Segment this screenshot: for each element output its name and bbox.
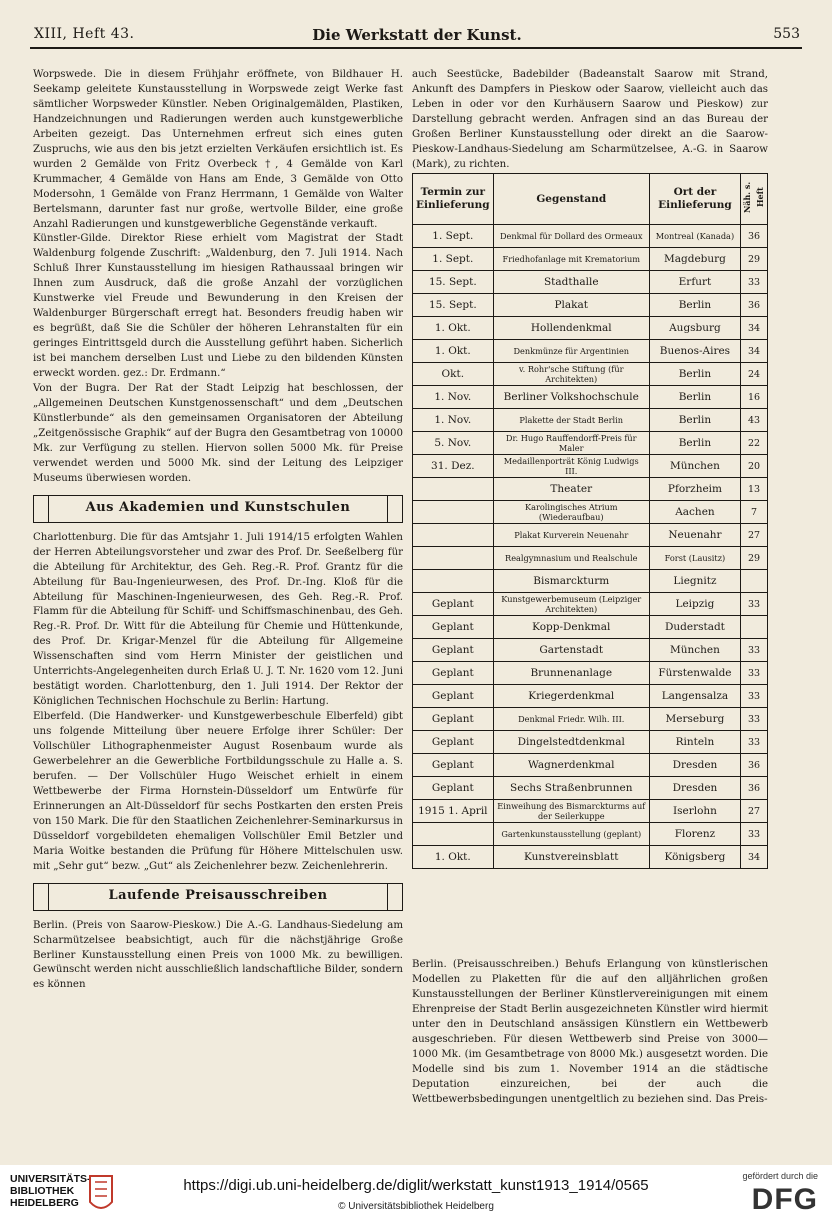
cell-termin: 1. Nov. [413, 409, 494, 432]
cell-termin: Geplant [413, 662, 494, 685]
section-heading-preisausschreiben [33, 883, 403, 911]
table-row [413, 754, 768, 777]
article-kuenstler-gilde: Künstler-Gilde. Direktor Riese erhielt vom Magistrat der Stadt Waldenburg folgende Zuschrift: „Waldenburg, den 7. Juli 1914. Nach Schluß Ihrer Kunstausstellung im hiesigen Rathaussaal bringen wir Ihnen zum Ausdruck, daß die große Anzahl der vorzüglichen Kunstwerke viel Freude und Bewunderung in den Kreisen der Waldenburger Bürgerschaft erregt hat. Besonders freudig haben wir es begrüßt, daß Sie die Schüler der höheren Lehranstalten für ein geringes Eintrittsgeld durch die Ausstellung geführt haben. Sicherlich ist bei manchem derselben Lust und Liebe zu den bildenden Künsten erweckt worden. gez.: Dr. Erdmann.“ [33, 233, 403, 380]
article-charlottenburg: Charlottenburg. Die für das Amtsjahr 1. Juli 1914/15 erfolgten Wahlen der Herren Abteilungsvorsteher und zwar des Prof. Dr. Seeßelberg für die Abteilung für Architektur, des Geh. Reg.-R. Prof. Grantz für die Abteilung für Bau-Ingenieurwesen, des Prof. Dr.-Ing. Kloß für die Abteilung für Maschinen-Ingenieurwesen, des Geh. Reg.-R. Prof. Flamm für die Abteilung für Schiff- und Schiffsmaschinenbau, des Geh. Reg.-R. Prof. Dr. Witt für die Abteilung für Chemie und Hüttenkunde, des Prof. Dr. Krigar-Menzel für die Abteilung für Allgemeine Wissenschaften sind vom Herrn Minister der geistlichen und Unterrichts-Angelegenheiten durch Erlaß U. J. T. Nr. 1620 vom 12. Juni bestätigt worden. Charlottenburg, den 1. Juli 1914. Der Rektor der Königlichen Technischen Hochschule zu Berlin: Hartung. [33, 531, 403, 708]
cell-ort: Magdeburg [649, 248, 740, 271]
table-row [413, 524, 768, 547]
cell-gegenstand: Denkmal Friedr. Wilh. III. [493, 708, 649, 731]
table-row [413, 271, 768, 294]
cell-ort: Berlin [649, 432, 740, 455]
cell-ort: Liegnitz [649, 570, 740, 593]
cell-ort: Merseburg [649, 708, 740, 731]
cell-termin: Geplant [413, 708, 494, 731]
table-row [413, 432, 768, 455]
header-ort: Ort der Einlieferung [649, 174, 740, 225]
section-heading-text: Aus Akademien und Kunstschulen [85, 499, 351, 515]
heading-bar-right [387, 884, 403, 910]
cell-ort: Aachen [649, 501, 740, 524]
cell-ort: Langensalza [649, 685, 740, 708]
table-row [413, 846, 768, 869]
cell-termin: 31. Dez. [413, 455, 494, 478]
cell-termin: 5. Nov. [413, 432, 494, 455]
cell-termin: Geplant [413, 754, 494, 777]
table-row [413, 616, 768, 639]
cell-termin: 1. Nov. [413, 386, 494, 409]
institution-name: UNIVERSITÄTS- BIBLIOTHEK HEIDELBERG [10, 1173, 91, 1209]
cell-heft: 36 [740, 777, 767, 800]
left-column [33, 68, 403, 993]
running-header [34, 20, 800, 50]
cell-heft [740, 570, 767, 593]
cell-ort: Dresden [649, 777, 740, 800]
article-elberfeld: Elberfeld. (Die Handwerker- und Kunstgewerbeschule Elberfeld) gibt uns folgende Mitteilung über neuere Erfolge ihrer Schüler: Der Vollschüler Lithographenmeister August Rosenbaum wurde als Gewerbelehrer an die Gewerbliche Fortbildungsschule zu Halle a. S. berufen. — Der Vollschüler Hugo Weischet erhielt in einem Wettbewerbe der Firma Hornstein-Düsseldorf um Entwürfe für Erinnerungen an Alt-Düsseldorf für sechs Postkarten den ersten Preis von 150 Mark. Die für den Staatlichen Zeichenlehrer-Seminarkursus in Düsseldorf vorgebildeten ehemaligen Vollschüler Emil Betzler und Maria Woitke bestanden die Prüfung für Höhere Mittelschulen usw. mit „Sehr gut“ bezw. „Gut“ als Zeichenlehrer bezw. Zeichenlehrerin. [33, 711, 403, 872]
cell-gegenstand: Stadthalle [493, 271, 649, 294]
cell-gegenstand: Denkmünze für Argentinien [493, 340, 649, 363]
cell-ort: Buenos-Aires [649, 340, 740, 363]
cell-termin [413, 478, 494, 501]
table-row [413, 225, 768, 248]
table-row [413, 317, 768, 340]
header-heft-text: Näh. s. Heft [741, 181, 765, 213]
section-heading-akademien [33, 495, 403, 523]
cell-gegenstand: Berliner Volkshochschule [493, 386, 649, 409]
cell-termin: 15. Sept. [413, 294, 494, 317]
cell-gegenstand: Kunstvereinsblatt [493, 846, 649, 869]
cell-termin: 1915 1. April [413, 800, 494, 823]
cell-gegenstand: Plakat Kurverein Neuenahr [493, 524, 649, 547]
cell-termin: 1. Sept. [413, 248, 494, 271]
cell-gegenstand: Karolingisches Atrium (Wiederaufbau) [493, 501, 649, 524]
cell-termin: Geplant [413, 685, 494, 708]
copyright-text: © Universitätsbibliothek Heidelberg [338, 1201, 494, 1212]
cell-heft: 29 [740, 547, 767, 570]
cell-gegenstand: Denkmal für Dollard des Ormeaux [493, 225, 649, 248]
cell-heft: 33 [740, 708, 767, 731]
cell-ort: Dresden [649, 754, 740, 777]
cell-ort: Berlin [649, 363, 740, 386]
cell-termin [413, 501, 494, 524]
cell-heft: 20 [740, 455, 767, 478]
right-column-top [412, 68, 768, 173]
table-row [413, 662, 768, 685]
cell-termin [413, 524, 494, 547]
cell-heft: 24 [740, 363, 767, 386]
cell-gegenstand: Gartenkunstausstellung (geplant) [493, 823, 649, 846]
article-berlin-preisausschreiben: Berlin. (Preisausschreiben.) Behufs Erlangung von künstlerischen Modellen zu Plaketten für die auf den alljährlichen großen Kunstausstellungen der Berliner Künstlervereinigungen mit einem Ehrenpreise der Stadt Berlin ausgezeichneten Künstler wird hiermit unter den in Deutschland ansässigen Künstlern ein Wettbewerb ausgeschrieben. Für diesen Wettbewerb sind Preise von 3000—1000 Mk. (im Gesamtbetrage von 8000 Mk.) ausgesetzt worden. Die Modelle sind bis zum 1. November 1914 an die städtische Deputation einzureichen, bei der auch die Wettbewerbsbedingungen unentgeltlich zu beziehen sind. Das Preis- [412, 959, 768, 1105]
table-row [413, 248, 768, 271]
cell-heft: 27 [740, 524, 767, 547]
table-row [413, 340, 768, 363]
cell-termin: Geplant [413, 731, 494, 754]
table-row [413, 570, 768, 593]
cell-ort: Fürstenwalde [649, 662, 740, 685]
table-row [413, 501, 768, 524]
article-worpswede: Worpswede. Die in diesem Frühjahr eröffnete, von Bildhauer H. Seekamp geleitete Kunstausstellung in Worpswede zeigt Werke fast sämtlicher Worpsweder Künstler. Neben Originalgemälden, Plastiken, Handzeichnungen und Radierungen werden auch kunstgewerbliche Arbeiten gezeigt. Das Unternehmen erfreut sich eines guten Zuspruchs, wie aus den bis jetzt erzielten Verkäufen ersichtlich ist. Es wurden 2 Gemälde von Fritz Overbeck †, 4 Gemälde von Karl Krummacher, 4 Gemälde von Hans am Ende, 3 Gemälde von Otto Modersohn, 1 Gemälde von Franz Herrmann, 1 Gemälde von Walter Bertelsmann, darunter fast nur große, wertvolle Bilder, eine große Anzahl Radierungen und kunstgewerbliche Gegenstände verkauft. [33, 69, 403, 230]
header-heft [740, 174, 767, 225]
table-row [413, 731, 768, 754]
cell-ort: Rinteln [649, 731, 740, 754]
header-rule [30, 47, 802, 49]
table-row [413, 593, 768, 616]
article-berlin-saarow: Berlin. (Preis von Saarow-Pieskow.) Die A.-G. Landhaus-Siedelung am Scharmützelsee beabsichtigt, auch für die nächstjährige Große Berliner Kunstausstellung einen Preis von 1000 Mk. zu bewilligen. Gewünscht werden nicht ausschließlich landschaftliche Bilder, sondern es können [33, 919, 403, 991]
cell-gegenstand: Friedhofanlage mit Krematorium [493, 248, 649, 271]
cell-gegenstand: Plakat [493, 294, 649, 317]
table-row [413, 478, 768, 501]
table-row [413, 777, 768, 800]
cell-heft: 33 [740, 662, 767, 685]
cell-gegenstand: Kriegerdenkmal [493, 685, 649, 708]
table-row [413, 409, 768, 432]
cell-termin [413, 823, 494, 846]
right-column-bottom [412, 958, 768, 1108]
cell-termin: Geplant [413, 593, 494, 616]
cell-gegenstand: Wagnerdenkmal [493, 754, 649, 777]
cell-gegenstand: v. Rohr'sche Stiftung (für Architekten) [493, 363, 649, 386]
cell-termin: Okt. [413, 363, 494, 386]
competitions-table [412, 173, 768, 869]
table-row [413, 823, 768, 846]
cell-gegenstand: Einweihung des Bismarckturms auf der Seilerkuppe [493, 800, 649, 823]
cell-gegenstand: Theater [493, 478, 649, 501]
cell-gegenstand: Plakette der Stadt Berlin [493, 409, 649, 432]
table-row [413, 294, 768, 317]
cell-ort: Forst (Lausitz) [649, 547, 740, 570]
cell-heft [740, 616, 767, 639]
cell-gegenstand: Realgymnasium und Realschule [493, 547, 649, 570]
cell-gegenstand: Brunnenanlage [493, 662, 649, 685]
cell-termin: 1. Okt. [413, 846, 494, 869]
cell-termin: Geplant [413, 616, 494, 639]
dfg-logo[interactable]: DFG [751, 1183, 818, 1216]
cell-ort: Florenz [649, 823, 740, 846]
cell-ort: Neuenahr [649, 524, 740, 547]
cell-gegenstand: Dingelstedtdenkmal [493, 731, 649, 754]
cell-gegenstand: Sechs Straßenbrunnen [493, 777, 649, 800]
cell-gegenstand: Gartenstadt [493, 639, 649, 662]
cell-heft: 27 [740, 800, 767, 823]
cell-termin: Geplant [413, 639, 494, 662]
header-termin: Termin zur Einlieferung [413, 174, 494, 225]
cell-termin: 1. Okt. [413, 340, 494, 363]
header-gegenstand: Gegenstand [493, 174, 649, 225]
cell-ort: Augsburg [649, 317, 740, 340]
article-berlin-saarow-continued: auch Seestücke, Badebilder (Badeanstalt Saarow mit Strand, Ankunft des Dampfers in Pieskow oder Saarow, vielleicht auch das Leben in oder vor den Kurhäusern Saarow und Pieskow) zur Darstellung gebracht werden. Anfragen sind an das Bureau der Großen Berliner Kunstausstellung oder direkt an die Saarow-Pieskow-Landhaus-Siedelung am Scharmützelsee, A.-G. in Saarow (Mark), zu richten. [412, 69, 768, 170]
cell-gegenstand: Kopp-Denkmal [493, 616, 649, 639]
cell-heft: 33 [740, 593, 767, 616]
cell-gegenstand: Bismarckturm [493, 570, 649, 593]
table-row [413, 363, 768, 386]
cell-ort: München [649, 639, 740, 662]
article-bugra: Von der Bugra. Der Rat der Stadt Leipzig hat beschlossen, der „Allgemeinen Deutschen Kunstgenossenschaft“ und dem „Deutschen Künstlerbunde“ als den gemeinsamen Organisatoren der Abteilung „Zeitgenössische Graphik“ auf der Bugra den Gesamtbetrag von 10000 Mk. zur Verfügung zu stellen. Hiervon sollen 5000 Mk. für Preise verwendet werden und 5000 Mk. sind der Leitung des Leipziger Museums überwiesen worden. [33, 383, 403, 484]
cell-ort: Duderstadt [649, 616, 740, 639]
cell-ort: Leipzig [649, 593, 740, 616]
cell-heft: 36 [740, 225, 767, 248]
cell-ort: Montreal (Kanada) [649, 225, 740, 248]
cell-gegenstand: Hollendenkmal [493, 317, 649, 340]
cell-heft: 33 [740, 823, 767, 846]
cell-heft: 33 [740, 271, 767, 294]
table-row [413, 708, 768, 731]
cell-heft: 7 [740, 501, 767, 524]
cell-ort: Berlin [649, 386, 740, 409]
table-row [413, 455, 768, 478]
cell-ort: Königsberg [649, 846, 740, 869]
cell-termin [413, 570, 494, 593]
table-row [413, 386, 768, 409]
cell-ort: Berlin [649, 294, 740, 317]
cell-gegenstand: Dr. Hugo Rauffendorff-Preis für Maler [493, 432, 649, 455]
table-row [413, 639, 768, 662]
cell-ort: Pforzheim [649, 478, 740, 501]
table-row [413, 547, 768, 570]
cell-heft: 22 [740, 432, 767, 455]
section-heading-text: Laufende Preisausschreiben [108, 887, 328, 903]
cell-termin: 1. Sept. [413, 225, 494, 248]
viewer-footer [0, 1165, 832, 1227]
cell-heft: 16 [740, 386, 767, 409]
cell-ort: München [649, 455, 740, 478]
table-body [413, 225, 768, 869]
table-row [413, 685, 768, 708]
cell-termin: Geplant [413, 777, 494, 800]
cell-heft: 36 [740, 754, 767, 777]
cell-termin: 1. Okt. [413, 317, 494, 340]
cell-ort: Erfurt [649, 271, 740, 294]
copyright-line [0, 1201, 832, 1212]
cell-heft: 34 [740, 317, 767, 340]
header-page-number: 553 [773, 26, 800, 42]
cell-gegenstand: Medaillenporträt König Ludwigs III. [493, 455, 649, 478]
cell-heft: 29 [740, 248, 767, 271]
funding-caption: gefördert durch die [742, 1171, 818, 1181]
cell-ort: Berlin [649, 409, 740, 432]
cell-heft: 34 [740, 340, 767, 363]
cell-heft: 33 [740, 639, 767, 662]
cell-heft: 34 [740, 846, 767, 869]
cell-gegenstand: Kunstgewerbemuseum (Leipziger Architekten) [493, 593, 649, 616]
permalink-url[interactable]: https://digi.ub.uni-heidelberg.de/diglit/werkstatt_kunst1913_1914/0565 [183, 1177, 649, 1194]
cell-ort: Iserlohn [649, 800, 740, 823]
cell-heft: 33 [740, 731, 767, 754]
table-header-row [413, 174, 768, 225]
cell-termin [413, 547, 494, 570]
cell-termin: 15. Sept. [413, 271, 494, 294]
cell-heft: 13 [740, 478, 767, 501]
header-title: Die Werkstatt der Kunst. [312, 26, 522, 44]
cell-heft: 43 [740, 409, 767, 432]
cell-heft: 36 [740, 294, 767, 317]
heading-bar-right [387, 496, 403, 522]
cell-heft: 33 [740, 685, 767, 708]
header-volume: XIII, Heft 43. [34, 26, 135, 42]
table-row [413, 800, 768, 823]
